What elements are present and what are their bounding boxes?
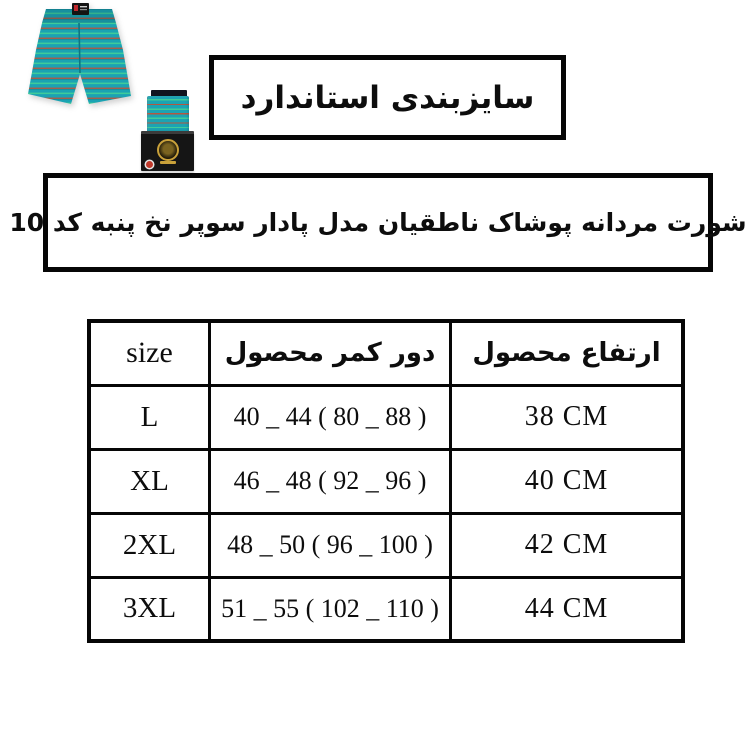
size-table-container xyxy=(87,319,685,643)
title-box xyxy=(209,55,566,140)
table-row xyxy=(89,577,683,641)
boxer-shorts-illustration xyxy=(12,0,152,118)
gold-emblem-icon xyxy=(157,139,179,161)
cell-size: 2XL xyxy=(89,513,210,577)
gold-banner-icon xyxy=(160,161,176,164)
cell-height: 40 CM xyxy=(451,449,684,513)
size-table xyxy=(87,319,685,643)
cell-waist: 51 _ 55 ( 102 _ 110 ) xyxy=(210,577,451,641)
product-description: شورت مردانه پوشاک ناطقیان مدل پادار سوپر نخ پنبه کد 10 xyxy=(9,208,747,237)
cell-size: 3XL xyxy=(89,577,210,641)
description-box xyxy=(9,173,747,272)
red-seal-icon xyxy=(146,161,153,168)
package-folded-shorts xyxy=(147,96,189,134)
table-header-row xyxy=(89,321,683,385)
table-row xyxy=(89,449,683,513)
cell-size: XL xyxy=(89,449,210,513)
table-row xyxy=(89,385,683,449)
table-row xyxy=(89,513,683,577)
cell-waist: 46 _ 48 ( 92 _ 96 ) xyxy=(210,449,451,513)
product-photo xyxy=(12,0,152,118)
package-gift-box xyxy=(141,131,194,171)
cell-height: 38 CM xyxy=(451,385,684,449)
cell-height: 42 CM xyxy=(451,513,684,577)
cell-waist: 40 _ 44 ( 80 _ 88 ) xyxy=(210,385,451,449)
header-size: size xyxy=(89,321,210,385)
header-height: ارتفاع محصول xyxy=(451,321,684,385)
page-title: سایزبندی استاندارد xyxy=(240,79,535,116)
cell-height: 44 CM xyxy=(451,577,684,641)
cell-waist: 48 _ 50 ( 96 _ 100 ) xyxy=(210,513,451,577)
header-waist: دور کمر محصول xyxy=(210,321,451,385)
cell-size: L xyxy=(89,385,210,449)
